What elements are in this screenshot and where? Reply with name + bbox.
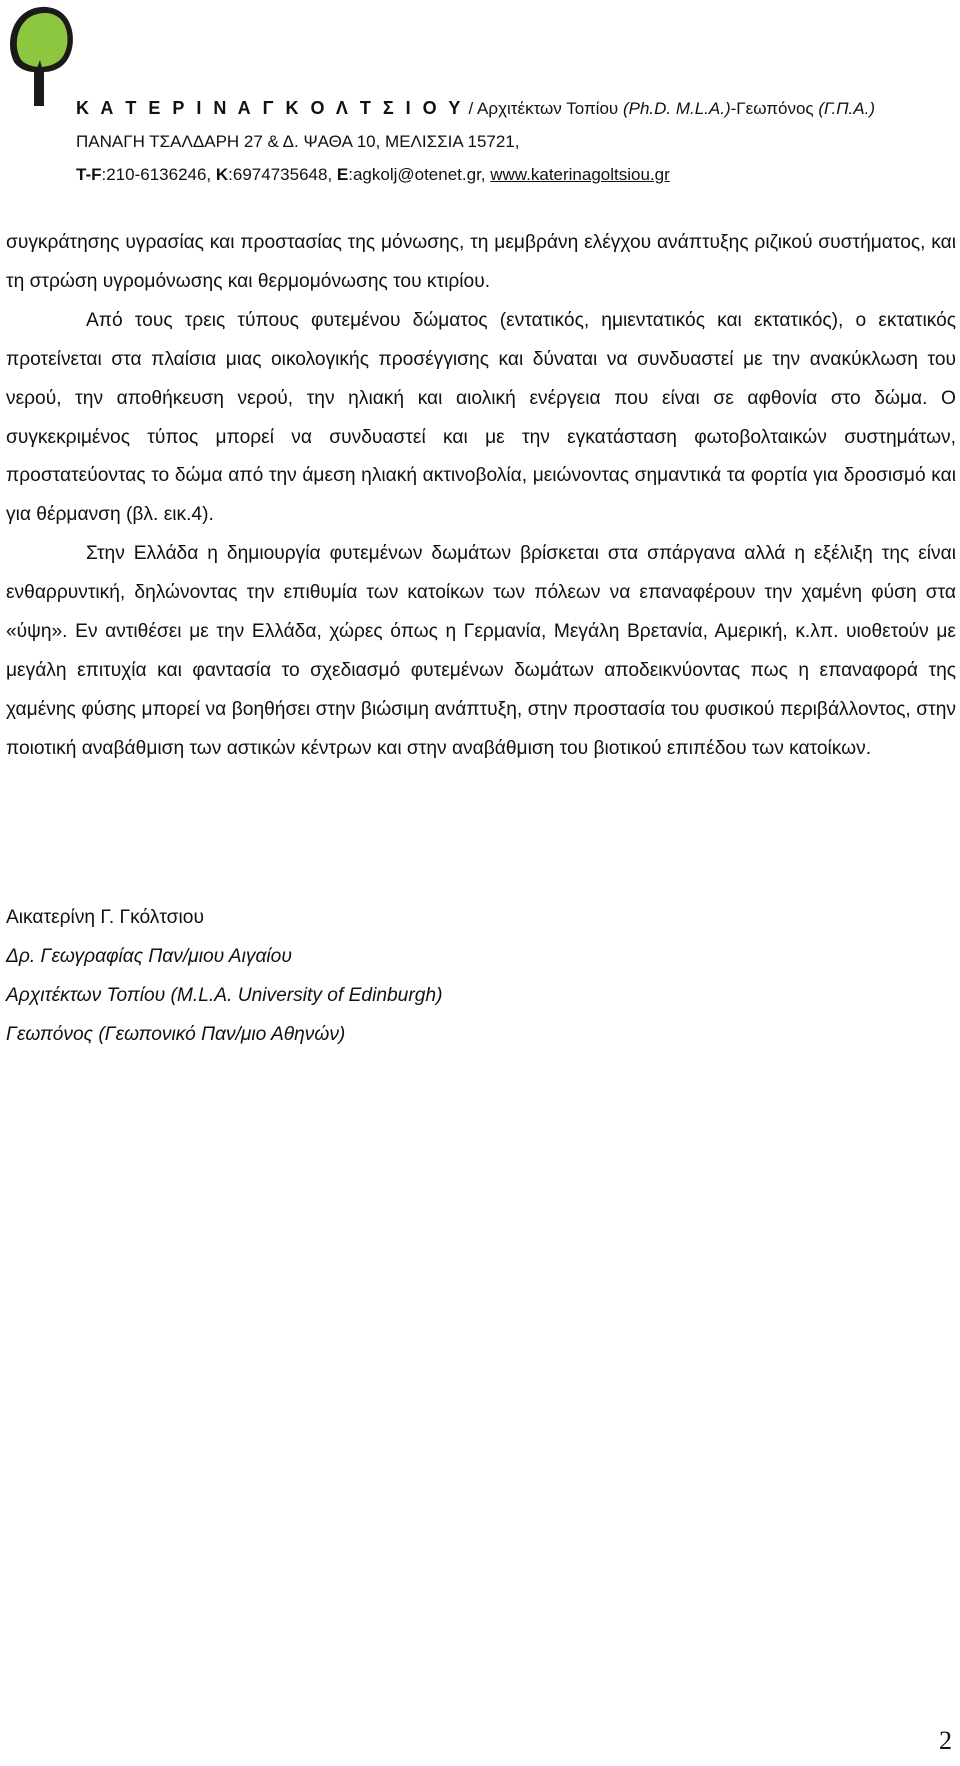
signature-name: Αικατερίνη Γ. Γκόλτσιου xyxy=(6,907,204,928)
document-body xyxy=(6,224,956,769)
letterhead-contact xyxy=(76,165,670,185)
contact-k-label: K xyxy=(215,165,229,184)
role-mid: -Γεωπόνος xyxy=(730,99,819,118)
website-link[interactable]: www.katerinagoltsiou.gr xyxy=(490,165,670,184)
page-number: 2 xyxy=(939,1726,952,1755)
author-role xyxy=(464,99,875,118)
contact-e-label: E xyxy=(336,165,349,184)
contact-k-value: :6974735648, xyxy=(228,165,337,184)
letterhead-name-line xyxy=(76,98,875,119)
signature-title-3: Γεωπόνος (Γεωπονικό Παν/μιο Αθηνών) xyxy=(6,1024,346,1045)
contact-tf-value: :210-6136246, xyxy=(101,165,216,184)
contact-tf-label: T-F xyxy=(76,165,102,184)
tree-logo-icon xyxy=(4,2,80,110)
letterhead xyxy=(0,0,960,200)
paragraph-1: συγκράτησης υγρασίας και προστασίας της μόνωσης, τη μεμβράνη ελέγχου ανάπτυξης ριζικού συστήματος, και τη στρώση υγρομόνωσης και θερμομόνωσης του κτιρίου. xyxy=(6,232,956,292)
role-org: (Γ.Π.Α.) xyxy=(818,99,875,118)
paragraph-2: Από τους τρεις τύπους φυτεμένου δώματος (εντατικός, ημιεντατικός και εκτατικός), ο εκτατικός προτείνεται στα πλαίσια μιας οικολογικής προσέγγισης και δύναται να συνδυαστεί με την ανακύκλωση του νερού, την αποθήκευση νερού, την ηλιακή και αιολική ενέργεια που είναι σε αφθονία στο δώμα. Ο συγκεκριμένος τύπος μπορεί να συνδυαστεί και με την εγκατάσταση φωτοβολταικών συστημάτων, προστατεύοντας το δώμα από την άμεση ηλιακή ακτινοβολία, μειώνοντας σημαντικά τα φορτία για δροσισμό και για θέρμανση (βλ. εικ.4). xyxy=(6,309,956,526)
signature-block xyxy=(6,898,442,1054)
signature-title-1: Δρ. Γεωγραφίας Παν/μιου Αιγαίου xyxy=(6,946,292,967)
author-name: Κ Α Τ Ε Ρ Ι Ν Α Γ Κ Ο Λ Τ Σ Ι Ο Υ xyxy=(76,98,464,118)
role-prefix: / Αρχιτέκτων Τοπίου xyxy=(463,99,623,118)
letterhead-address: ΠΑΝΑΓΗ ΤΣΑΛΔΑΡΗ 27 & Δ. ΨΑΘΑ 10, ΜΕΛΙΣΣΙΑ 15721, xyxy=(76,132,520,151)
signature-title-2: Αρχιτέκτων Τοπίου (M.L.A. University of Edinburgh) xyxy=(6,985,443,1006)
paragraph-3: Στην Ελλάδα η δημιουργία φυτεμένων δωμάτων βρίσκεται στα σπάργανα αλλά η εξέλιξη της είναι ενθαρρυντική, δηλώνοντας την επιθυμία των κατοίκων των πόλεων να επαναφέρουν την χαμένη φύση στα «ύψη». Εν αντιθέσει με την Ελλάδα, χώρες όπως η Γερμανία, Μεγάλη Βρετανία, Αμερική, κ.λπ. υιοθετούν με μεγάλη επιτυχία και φαντασία το σχεδιασμό φυτεμένων δωμάτων αποδεικνύοντας πως η επαναφορά της χαμένης φύσης μπορεί να βοηθήσει στην βιώσιμη ανάπτυξη, στην προστασία του φυσικού περιβάλλοντος, στην ποιοτική αναβάθμιση των αστικών κέντρων και στην αναβάθμιση του βιοτικού επιπέδου των κατοίκων. xyxy=(6,543,956,759)
contact-email: :agkolj@otenet.gr, xyxy=(348,165,491,184)
role-degree: (Ph.D. M.L.A.) xyxy=(622,99,731,118)
